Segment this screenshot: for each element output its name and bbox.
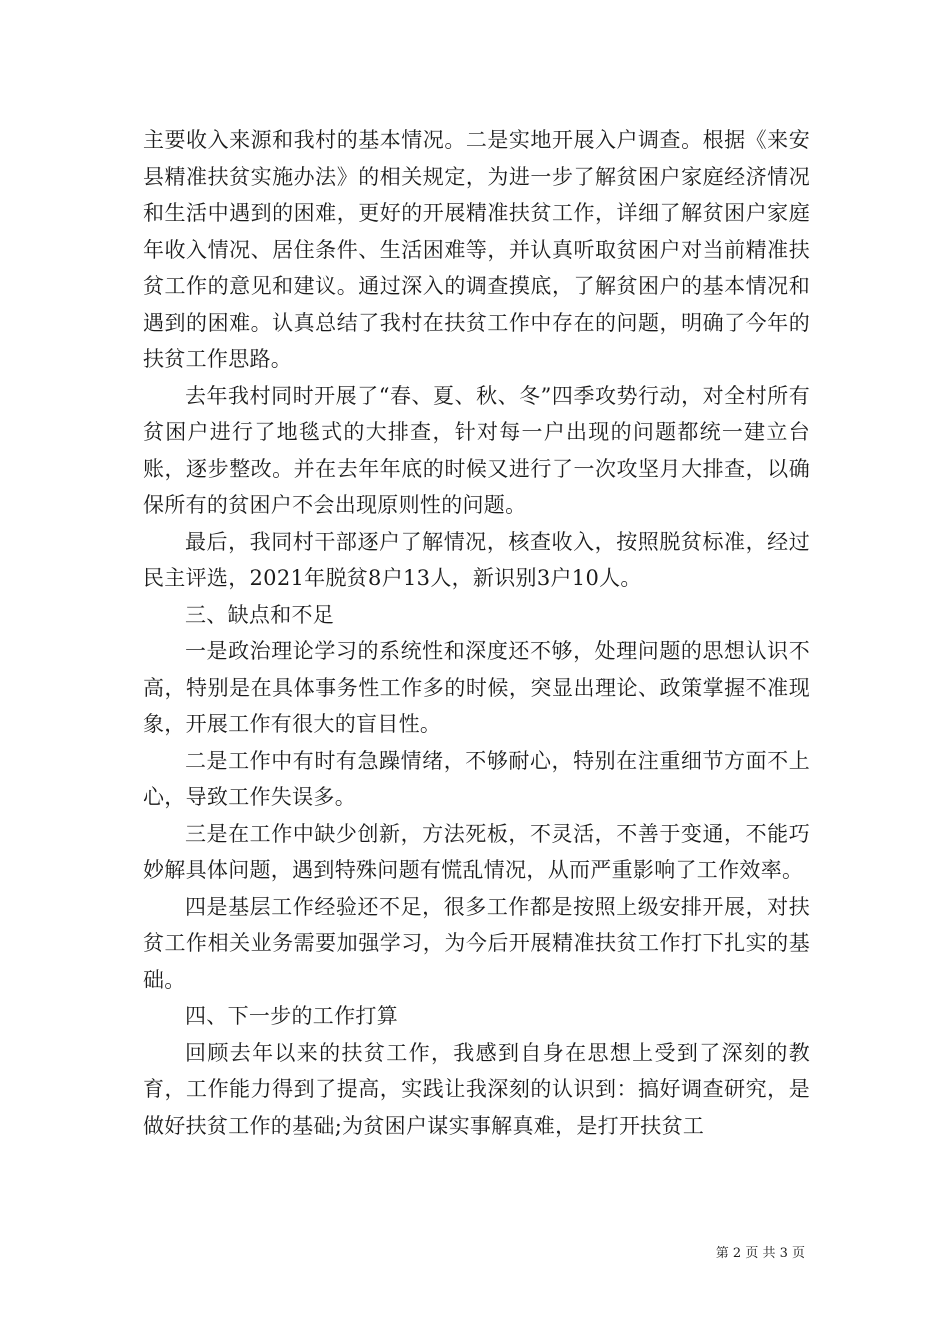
paragraph-shortcoming-one: 一是政治理论学习的系统性和深度还不够，处理问题的思想认识不高，特别是在具体事务性工作多的时候，突显出理论、政策掌握不准现象，开展工作有很大的盲目性。 — [143, 639, 810, 736]
paragraph-four-season-campaign: 去年我村同时开展了“春、夏、秋、冬”四季攻势行动，对全村所有贫困户进行了地毯式的大排查，针对每一户出现的问题都统一建立台账，逐步整改。并在去年年底的时候又进行了一次攻坚月大排查，以确保所有的贫困户不会出现原则性的问题。 — [143, 383, 810, 517]
paragraph-review: 回顾去年以来的扶贫工作，我感到自身在思想上受到了深刻的教育，工作能力得到了提高，实践让我深刻的认识到：搞好调查研究，是做好扶贫工作的基础;为贫困户谋实事解真难，是打开扶贫工 — [143, 1040, 810, 1138]
paragraph-continuation: 主要收入来源和我村的基本情况。二是实地开展入户调查。根据《来安县精准扶贫实施办法》的相关规定，为进一步了解贫困户家庭经济情况和生活中遇到的困难，更好的开展精准扶贫工作，详细了解贫困户家庭年收入情况、居住条件、生活困难等，并认真听取贫困户对当前精准扶贫工作的意见和建议。通过深入的调查摸底，了解贫困户的基本情况和遇到的困难。认真总结了我村在扶贫工作中存在的问题，明确了今年的扶贫工作思路。 — [143, 128, 810, 371]
document-body — [143, 122, 810, 1144]
section-heading-next-plan: 四、下一步的工作打算 — [185, 1004, 398, 1028]
page-number-footer: 第 2 页 共 3 页 — [715, 1246, 805, 1261]
paragraph-shortcoming-four: 四是基层工作经验还不足，很多工作都是按照上级安排开展，对扶贫工作相关业务需要加强学习，为今后开展精准扶贫工作打下扎实的基础。 — [143, 894, 810, 992]
section-heading-shortcomings: 三、缺点和不足 — [185, 602, 335, 627]
paragraph-shortcoming-three: 三是在工作中缺少创新，方法死板，不灵活，不善于变通，不能巧妙解具体问题，遇到特殊问题有慌乱情况，从而严重影响了工作效率。 — [143, 821, 810, 882]
paragraph-shortcoming-two: 二是工作中有时有急躁情绪，不够耐心，特别在注重细节方面不上心，导致工作失误多。 — [143, 748, 810, 809]
paragraph-poverty-results: 最后，我同村干部逐户了解情况，核查收入，按照脱贫标准，经过民主评选，2021年脱贫8户13人，新识别3户10人。 — [143, 529, 810, 590]
